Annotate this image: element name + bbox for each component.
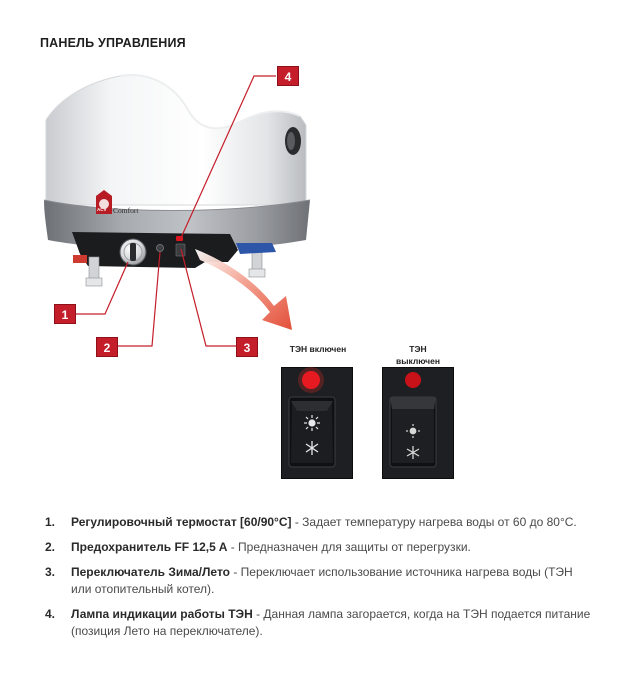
switch-off-label xyxy=(382,343,454,367)
list-item-term: Предохранитель FF 12,5 A xyxy=(71,540,228,554)
list-item-number: 3. xyxy=(45,565,56,579)
list-item-description: - Задает температуру нагрева воды от 60 до 80°C. xyxy=(291,515,577,529)
list-item-description: - Данная лампа загорается, когда на ТЭН подается питание (позиция Лето на переключателе). xyxy=(71,607,591,638)
sun-icon xyxy=(304,415,320,431)
thermostat-knob xyxy=(120,239,146,265)
list-item xyxy=(40,539,595,556)
brand-logo-text: ACV xyxy=(97,207,107,212)
list-item-term: Лампа индикации работы ТЭН xyxy=(71,607,253,621)
callout-1: 1 xyxy=(54,304,76,324)
list-item xyxy=(40,514,595,531)
switch-off-label-line1: ТЭН xyxy=(409,344,427,354)
lamp-off-icon xyxy=(405,372,421,388)
list-item-description: - Предназначен для защиты от перегрузки. xyxy=(227,540,471,554)
brand-label: Comfort xyxy=(113,206,139,215)
list-item-term: Регулировочный термостат [60/90°C] xyxy=(71,515,292,529)
component-description-list xyxy=(40,514,595,648)
switch-off-photo xyxy=(382,367,454,479)
list-item xyxy=(40,564,595,598)
list-item-number: 4. xyxy=(45,607,56,621)
fuse xyxy=(157,245,164,252)
page-title: ПАНЕЛЬ УПРАВЛЕНИЯ xyxy=(40,36,186,50)
zoom-arrow xyxy=(195,249,292,330)
switch-on-photo xyxy=(281,367,353,479)
summer-winter-switch xyxy=(176,244,185,256)
list-item xyxy=(40,606,595,640)
switch-off-label-line2: выключен xyxy=(396,356,440,366)
callout-3: 3 xyxy=(236,337,258,357)
list-item-number: 2. xyxy=(45,540,56,554)
callout-4: 4 xyxy=(277,66,299,86)
list-item-term: Переключатель Зима/Лето xyxy=(71,565,230,579)
list-item-description: - Переключает использование источника нагрева воды (ТЭН или отопительный котел). xyxy=(71,565,573,596)
list-item-number: 1. xyxy=(45,515,56,529)
callout-2: 2 xyxy=(96,337,118,357)
switch-on-label: ТЭН включен xyxy=(289,344,347,354)
